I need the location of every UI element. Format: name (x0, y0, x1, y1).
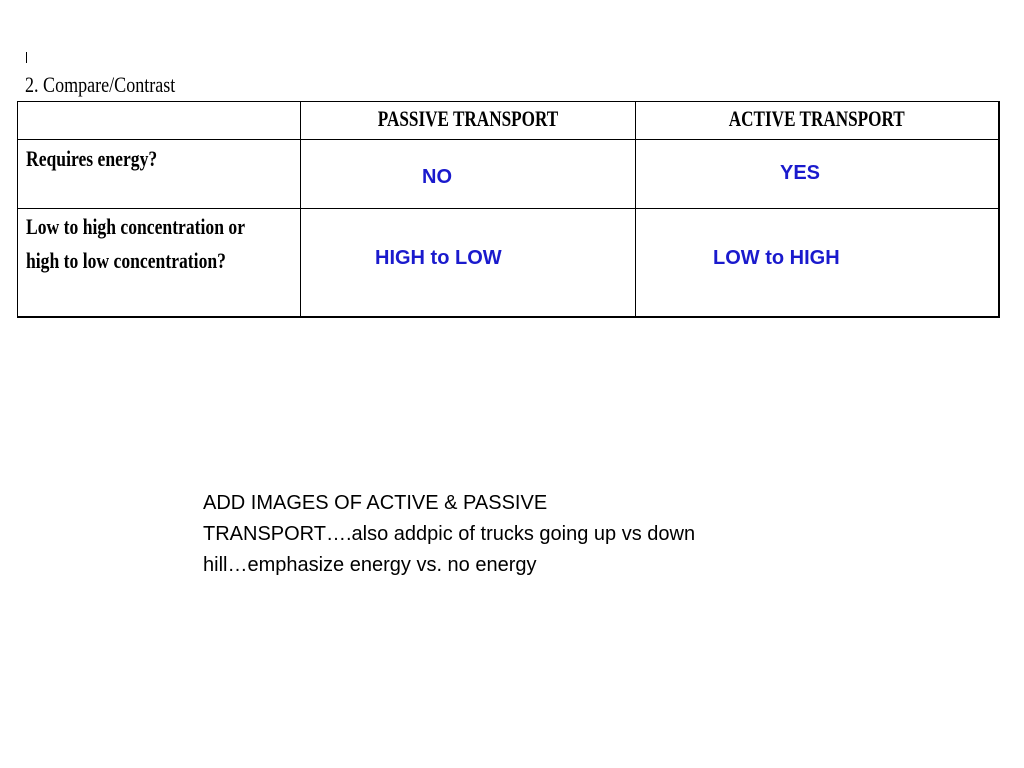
header-cell-passive (301, 102, 636, 140)
active-answer-cell (636, 140, 999, 209)
row-label-cell (18, 140, 301, 209)
speaker-note-text: ADD IMAGES OF ACTIVE & PASSIVE TRANSPORT….also addpic of trucks going up vs down hill…emphasize energy vs. no energy (203, 492, 696, 576)
table-row (18, 209, 999, 318)
passive-transport-header: PASSIVE TRANSPORT (377, 106, 559, 131)
concentration-question-line1: Low to high concentration or (26, 214, 246, 239)
compare-contrast-table (17, 101, 1000, 318)
table-header-row (18, 102, 999, 140)
row-label-cell (18, 209, 301, 318)
passive-answer-cell (301, 209, 636, 318)
concentration-question-line2: high to low concentration? (26, 248, 226, 273)
slide-heading: 2. Compare/Contrast (25, 72, 176, 97)
text-cursor-mark (26, 52, 27, 63)
active-answer-cell (636, 209, 999, 318)
header-cell-active (636, 102, 999, 140)
active-energy-answer: YES (780, 162, 821, 184)
header-cell-empty (18, 102, 301, 140)
requires-energy-question: Requires energy? (26, 146, 158, 171)
passive-answer-cell (301, 140, 636, 209)
table-row (18, 140, 999, 209)
passive-concentration-answer: HIGH to LOW (375, 247, 502, 269)
active-concentration-answer: LOW to HIGH (713, 247, 840, 269)
active-transport-header: ACTIVE TRANSPORT (728, 106, 905, 131)
passive-energy-answer: NO (422, 166, 452, 188)
